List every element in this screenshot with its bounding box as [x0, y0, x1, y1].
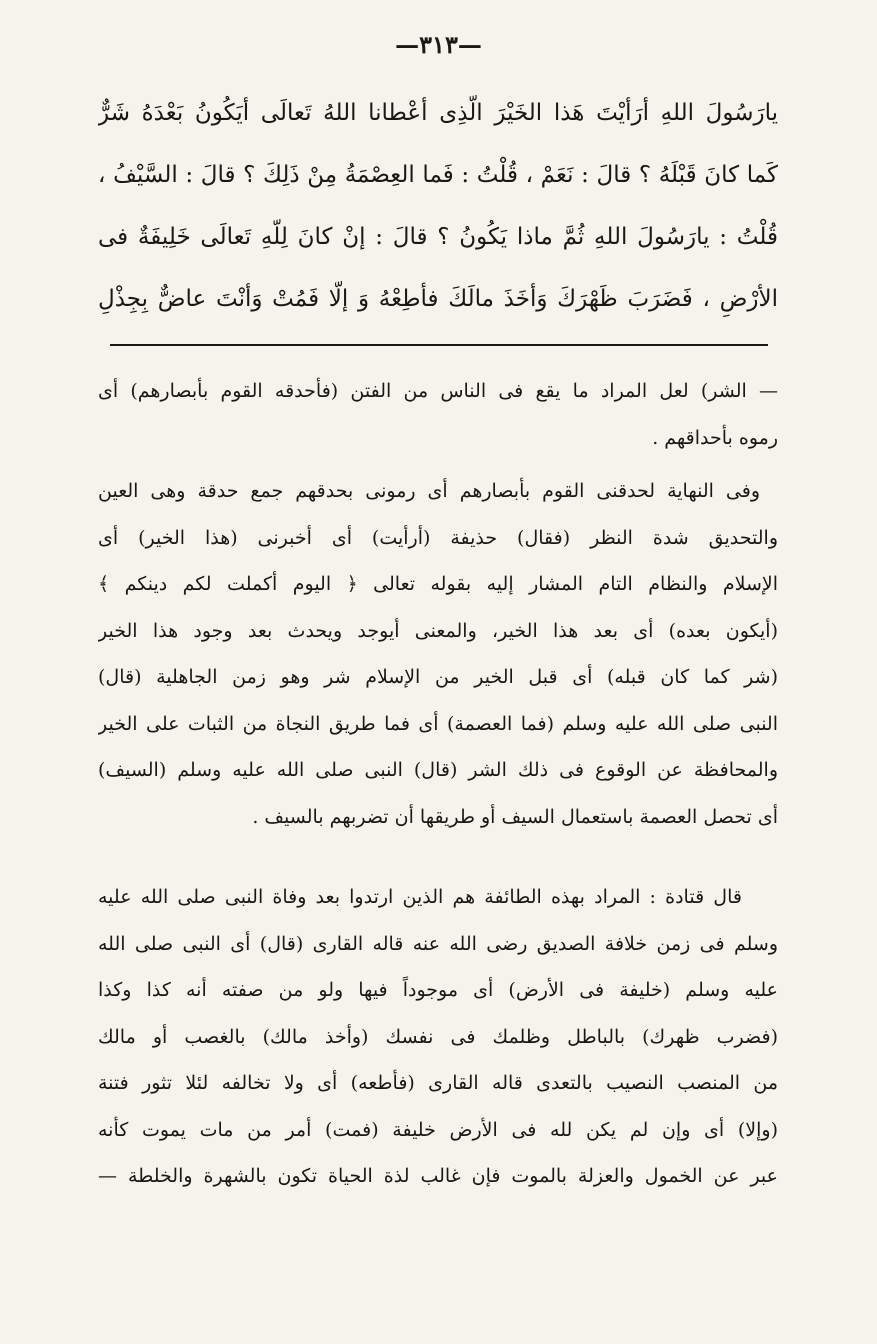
commentary-line: من المنصب النصيب بالتعدى قاله القارى (فأطعه) أى ولا تخالفه لئلا تثور فتنة — [98, 1072, 778, 1094]
commentary-line: — الشر) لعل المراد ما يقع فى الناس من الفتن (فأحدقه القوم بأبصارهم) أى — [98, 380, 778, 402]
commentary-line: أى تحصل العصمة باستعمال السيف أو طريقها أن تضربهم بالسيف . — [252, 805, 778, 828]
commentary-paragraph-3 — [98, 874, 778, 1200]
commentary-line: (فضرب ظهرك) بالباطل وظلمك فى نفسك (وأخذ مالك) بالغصب أو مالك — [98, 1025, 778, 1048]
commentary-paragraph-1 — [98, 368, 778, 461]
hadith-line: يارَسُولَ اللهِ أرَأيْتَ هَذا الخَيْرَ الّذِى أعْطانا اللهُ تَعالَى أيَكُونُ بَعْدَهُ شَرٌّ — [98, 100, 778, 126]
commentary-line: النبى صلى الله عليه وسلم (فما العصمة) أى فما طريق النجاة من الثبات على الخير — [98, 712, 778, 735]
commentary-line: عبر عن الخمول والعزلة بالموت فإن غالب لذة الحياة تكون بالشهرة والخلطة — — [98, 1165, 778, 1187]
commentary-line: وفى النهاية لحدقنى القوم بأبصارهم أى رمونى بحدقهم جمع حدقة وهى العين — [98, 480, 760, 502]
footnote-divider — [110, 344, 768, 346]
commentary-line: رموه بأحداقهم . — [652, 426, 778, 449]
hadith-text — [98, 82, 778, 330]
page-number: —٣١٣— — [395, 30, 482, 59]
hadith-line: قُلْتُ : يارَسُولَ اللهِ ثُمَّ ماذا يَكُونُ ؟ قالَ : إنْ كانَ لِلّهِ تَعالَى خَلِيفَةٌ فى — [98, 224, 778, 250]
commentary-line: وسلم فى زمن خلافة الصديق رضى الله عنه قاله القارى (قال) أى النبى صلى الله — [98, 932, 778, 955]
commentary-line: (أيكون بعده) أى بعد هذا الخير، والمعنى أيوجد ويحدث بعد وجود هذا الخير — [98, 619, 778, 642]
commentary-line: قال قتادة : المراد بهذه الطائفة هم الذين ارتدوا بعد وفاة النبى صلى الله عليه — [98, 886, 742, 908]
commentary-line: (وإلا) أى وإن لم يكن لله فى الأرض خليفة (فمت) أمر من مات يموت كأنه — [98, 1118, 778, 1141]
commentary-line: الإسلام والنظام التام المشار إليه بقوله تعالى ﴿ اليوم أكملت لكم دينكم ﴾ — [98, 573, 778, 595]
hadith-line: كَما كانَ قَبْلَهُ ؟ قالَ : نَعَمْ ، قُلْتُ : فَما العِصْمَةُ مِنْ ذَلِكَ ؟ قالَ : السَّيْفُ ، — [98, 162, 778, 188]
hadith-line: الأرْضِ ، فَضَرَبَ ظَهْرَكَ وَأخَذَ مالَكَ فأطِعْهُ وَ إلّا فَمُتْ وَأنْتَ عاضٌّ بِجِذْلِ — [98, 286, 778, 312]
commentary-line: والتحديق شدة النظر (فقال) حذيفة (أرأيت) أى أخبرنى (هذا الخير) أى — [98, 526, 778, 549]
commentary-line: عليه وسلم (خليفة فى الأرض) أى موجوداً فيها ولو من صفته أنه كذا وكذا — [98, 979, 778, 1001]
commentary-paragraph-2 — [98, 468, 778, 840]
commentary-line: والمحافظة عن الوقوع فى ذلك الشر (قال) النبى صلى الله عليه وسلم (السيف) — [98, 759, 778, 781]
commentary-line: (شر كما كان قبله) أى قبل الخير من الإسلام شر وهو زمن الجاهلية (قال) — [98, 666, 778, 688]
